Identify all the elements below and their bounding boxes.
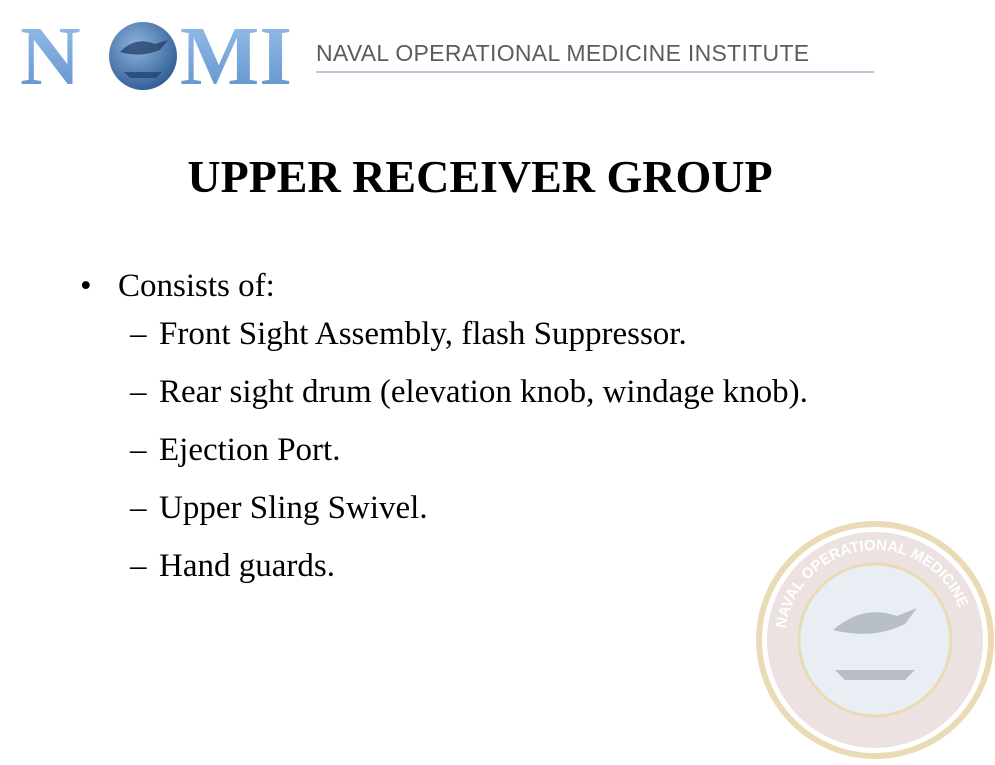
- slide-title: UPPER RECEIVER GROUP: [187, 151, 773, 202]
- sub-bullet-text: Rear sight drum (elevation knob, windage knob).: [159, 374, 808, 410]
- bullet-item: [80, 266, 860, 306]
- header: [0, 0, 960, 110]
- bullet-icon: •: [80, 268, 92, 304]
- sub-bullet-item: [130, 546, 860, 586]
- svg-text:MI: MI: [180, 10, 292, 103]
- dash-icon: –: [130, 374, 147, 410]
- sub-bullet-text: Front Sight Assembly, flash Suppressor.: [159, 316, 687, 352]
- header-divider: [316, 71, 874, 73]
- sub-bullet-text: Hand guards.: [159, 548, 335, 584]
- sub-bullet-text: Ejection Port.: [159, 432, 341, 468]
- bullet-text: Consists of:: [118, 268, 275, 304]
- svg-text:N: N: [20, 10, 81, 103]
- sub-bullet-item: [130, 430, 860, 470]
- slide-content: [80, 266, 860, 604]
- dash-icon: –: [130, 490, 147, 526]
- institute-name: NAVAL OPERATIONAL MEDICINE INSTITUTE: [316, 40, 810, 66]
- seal-text: NAVAL OPERATIONAL MEDICINE: [772, 536, 972, 630]
- sub-bullet-text: Upper Sling Swivel.: [159, 490, 428, 526]
- sub-bullet-item: [130, 488, 860, 528]
- sub-bullet-item: [130, 314, 860, 354]
- globe-icon: [109, 22, 177, 90]
- dash-icon: –: [130, 548, 147, 584]
- sub-bullet-list: [130, 314, 860, 586]
- nomi-logo: [20, 10, 320, 103]
- dash-icon: –: [130, 432, 147, 468]
- sub-bullet-item: [130, 372, 860, 412]
- dash-icon: –: [130, 316, 147, 352]
